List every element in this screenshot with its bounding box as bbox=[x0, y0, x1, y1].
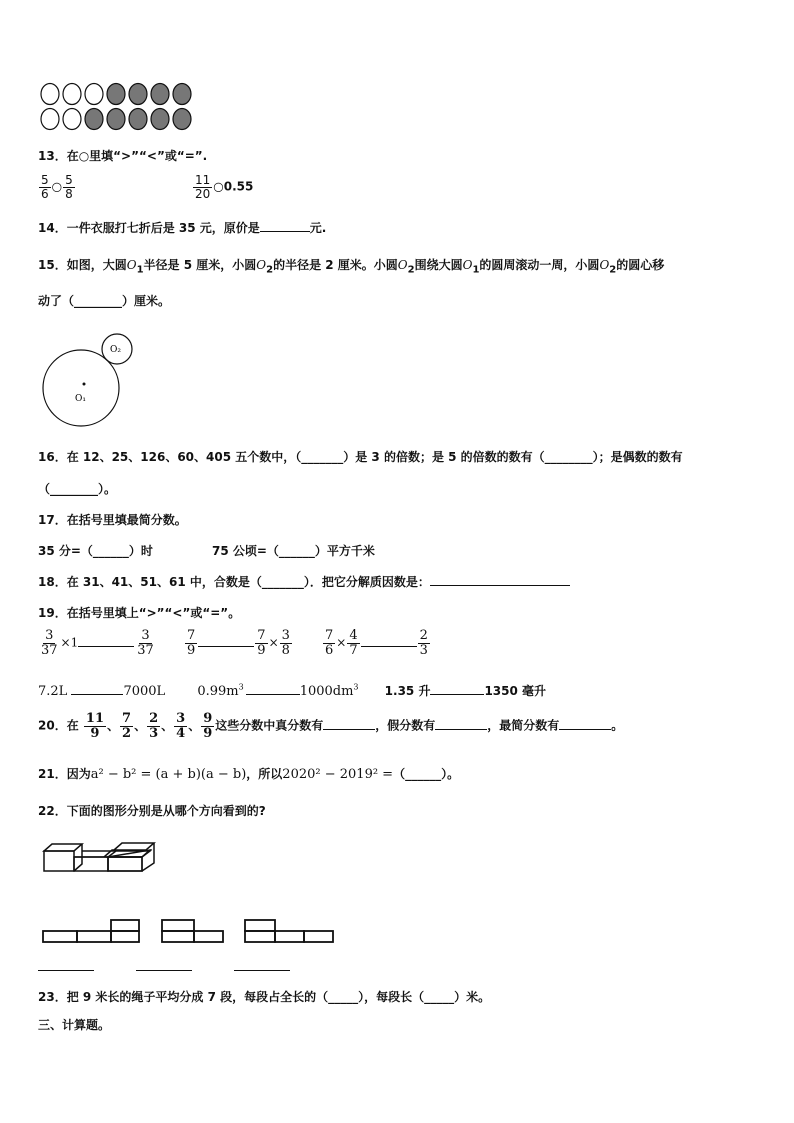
expression: 2020² − 2019² = bbox=[282, 767, 394, 782]
filled-circle bbox=[151, 109, 169, 130]
question-number: 13． bbox=[38, 149, 67, 163]
answer-blank[interactable] bbox=[71, 682, 123, 695]
answer-blank[interactable] bbox=[246, 682, 300, 695]
question-23: 23．把 9 米长的绳子平均分成 7 段，每段占全长的（_____），每段长（_____）米。 bbox=[38, 990, 491, 1004]
separator: 、 bbox=[107, 718, 120, 733]
answer-line-3[interactable] bbox=[234, 970, 290, 971]
q17-item-a: 35 分=（______）时 bbox=[38, 544, 153, 558]
answer-blank[interactable] bbox=[435, 717, 487, 730]
question-16-line2: （________）。 bbox=[38, 482, 117, 496]
answer-line-2[interactable] bbox=[136, 970, 192, 971]
fraction-list bbox=[83, 711, 215, 741]
filled-circle bbox=[107, 109, 125, 130]
question-22: 22．下面的图形分别是从哪个方向看到的? bbox=[38, 804, 266, 818]
filled-circle bbox=[85, 109, 103, 130]
empty-circle bbox=[41, 84, 59, 105]
fraction: $\frac{7}{2}$ bbox=[122, 711, 132, 741]
label-o2: O₂ bbox=[110, 345, 121, 355]
answer-blank[interactable] bbox=[361, 634, 417, 647]
center-dot bbox=[83, 383, 86, 386]
view-2 bbox=[162, 920, 194, 931]
circle-figure bbox=[40, 333, 140, 429]
question-13 bbox=[38, 147, 207, 164]
empty-circle bbox=[85, 84, 103, 105]
q13-item-b bbox=[192, 174, 253, 200]
fraction: $\frac{2}{3}$ bbox=[149, 711, 159, 741]
question-16: 16．在 12、25、126、60、405 五个数中，（_______）是 3 的倍数；是 5 的倍数的数有（________）；是偶数的数有 bbox=[38, 450, 683, 464]
empty-circle bbox=[63, 109, 81, 130]
formula: a² − b² = (a + b)(a − b) bbox=[90, 767, 247, 782]
answer-blank[interactable] bbox=[430, 573, 570, 586]
q19-expr-1: $\frac{3}{37}$ ×1 $\frac{3}{37}$ bbox=[41, 628, 154, 658]
view-3 bbox=[245, 920, 275, 931]
question-21: 21．因为a² − b² = (a + b)(a − b)，所以2020² − 2019² =（______）。 bbox=[38, 767, 460, 782]
fraction: $\frac{9}{9}$ bbox=[203, 711, 213, 741]
filled-circle bbox=[129, 84, 147, 105]
answer-blank[interactable] bbox=[559, 717, 611, 730]
section-heading: 三、计算题。 bbox=[38, 1018, 111, 1032]
answer-line-1[interactable] bbox=[38, 970, 94, 971]
question-text-end: 元. bbox=[309, 221, 327, 235]
empty-circle bbox=[41, 109, 59, 130]
fraction: $\frac{5}{6}$ bbox=[41, 173, 49, 201]
filled-circle bbox=[129, 109, 147, 130]
q19-expr-2: $\frac{7}{9}$ $\frac{7}{9}$ × $\frac{3}{8}$ bbox=[187, 628, 290, 658]
fraction: $\frac{11}{20}$ bbox=[195, 173, 211, 201]
separator: 、 bbox=[134, 718, 147, 733]
question-18: 18．在 31、41、51、61 中，合数是（_______）．把它分解质因数是： bbox=[38, 573, 570, 590]
view-1 bbox=[43, 931, 77, 942]
question-15: 15．如图，大圆$O_1$半径是 5 厘米，小圆$O_2$的半径是 2 厘米。小圆$O_2$围绕大圆$O_1$的圆周滚动一周，小圆$O_2$的圆心移 bbox=[38, 258, 665, 276]
fraction: $\frac{5}{8}$ bbox=[65, 173, 73, 201]
question-text: 一件衣服打七折后是 35 元，原价是 bbox=[66, 221, 260, 235]
label-o1: O₁ bbox=[75, 394, 86, 404]
question-number: 14． bbox=[38, 221, 67, 235]
filled-circle bbox=[151, 84, 169, 105]
question-14 bbox=[38, 219, 326, 236]
filled-circle bbox=[173, 84, 191, 105]
answer-blank[interactable] bbox=[198, 634, 254, 647]
compare-text: ○0.55 bbox=[213, 179, 254, 194]
fraction: $\frac{3}{4}$ bbox=[176, 711, 186, 741]
question-text: 在○里填“>”“<”或“=”. bbox=[66, 149, 208, 163]
question-15-line2: 动了（________）厘米。 bbox=[38, 294, 171, 308]
compare-circle: ○ bbox=[51, 179, 63, 194]
view-figures bbox=[38, 916, 338, 946]
question-19: 19．在括号里填上“>”“<”或“=”。 bbox=[38, 606, 241, 620]
answer-blank[interactable] bbox=[323, 717, 375, 730]
q13-item-a bbox=[38, 174, 76, 200]
filled-circle bbox=[107, 84, 125, 105]
question-17: 17．在括号里填最简分数。 bbox=[38, 513, 187, 527]
empty-circle bbox=[63, 84, 81, 105]
q19-row2: 7.2L 7000L $0.99m^3$ $1000dm^3$ 1.35 升 1350 毫升 bbox=[38, 682, 547, 699]
answer-blank[interactable] bbox=[78, 634, 134, 647]
answer-blank[interactable] bbox=[260, 219, 310, 232]
filled-circle bbox=[173, 109, 191, 130]
q19-expr-3: $\frac{7}{6}$ × $\frac{4}{7}$ $\frac{2}{3}$ bbox=[325, 628, 428, 658]
cube-figure bbox=[38, 840, 158, 874]
dot-diagram bbox=[38, 82, 198, 132]
fraction: $\frac{11}{9}$ bbox=[85, 711, 104, 741]
answer-blank[interactable] bbox=[430, 682, 484, 695]
q17-item-b: 75 公顷=（______）平方千米 bbox=[212, 544, 375, 558]
separator: 、 bbox=[188, 718, 201, 733]
separator: 、 bbox=[161, 718, 174, 733]
question-20: 20．在 $\frac{11}{9}$ 、 $\frac{7}{2}$ 、 $\frac{2}{3}$ 、 $\frac{3}{4}$ 、 $\frac{9}{9}$ 这些分数中真分数有 ，假分数有 ，最简分数有 。 bbox=[38, 711, 624, 741]
